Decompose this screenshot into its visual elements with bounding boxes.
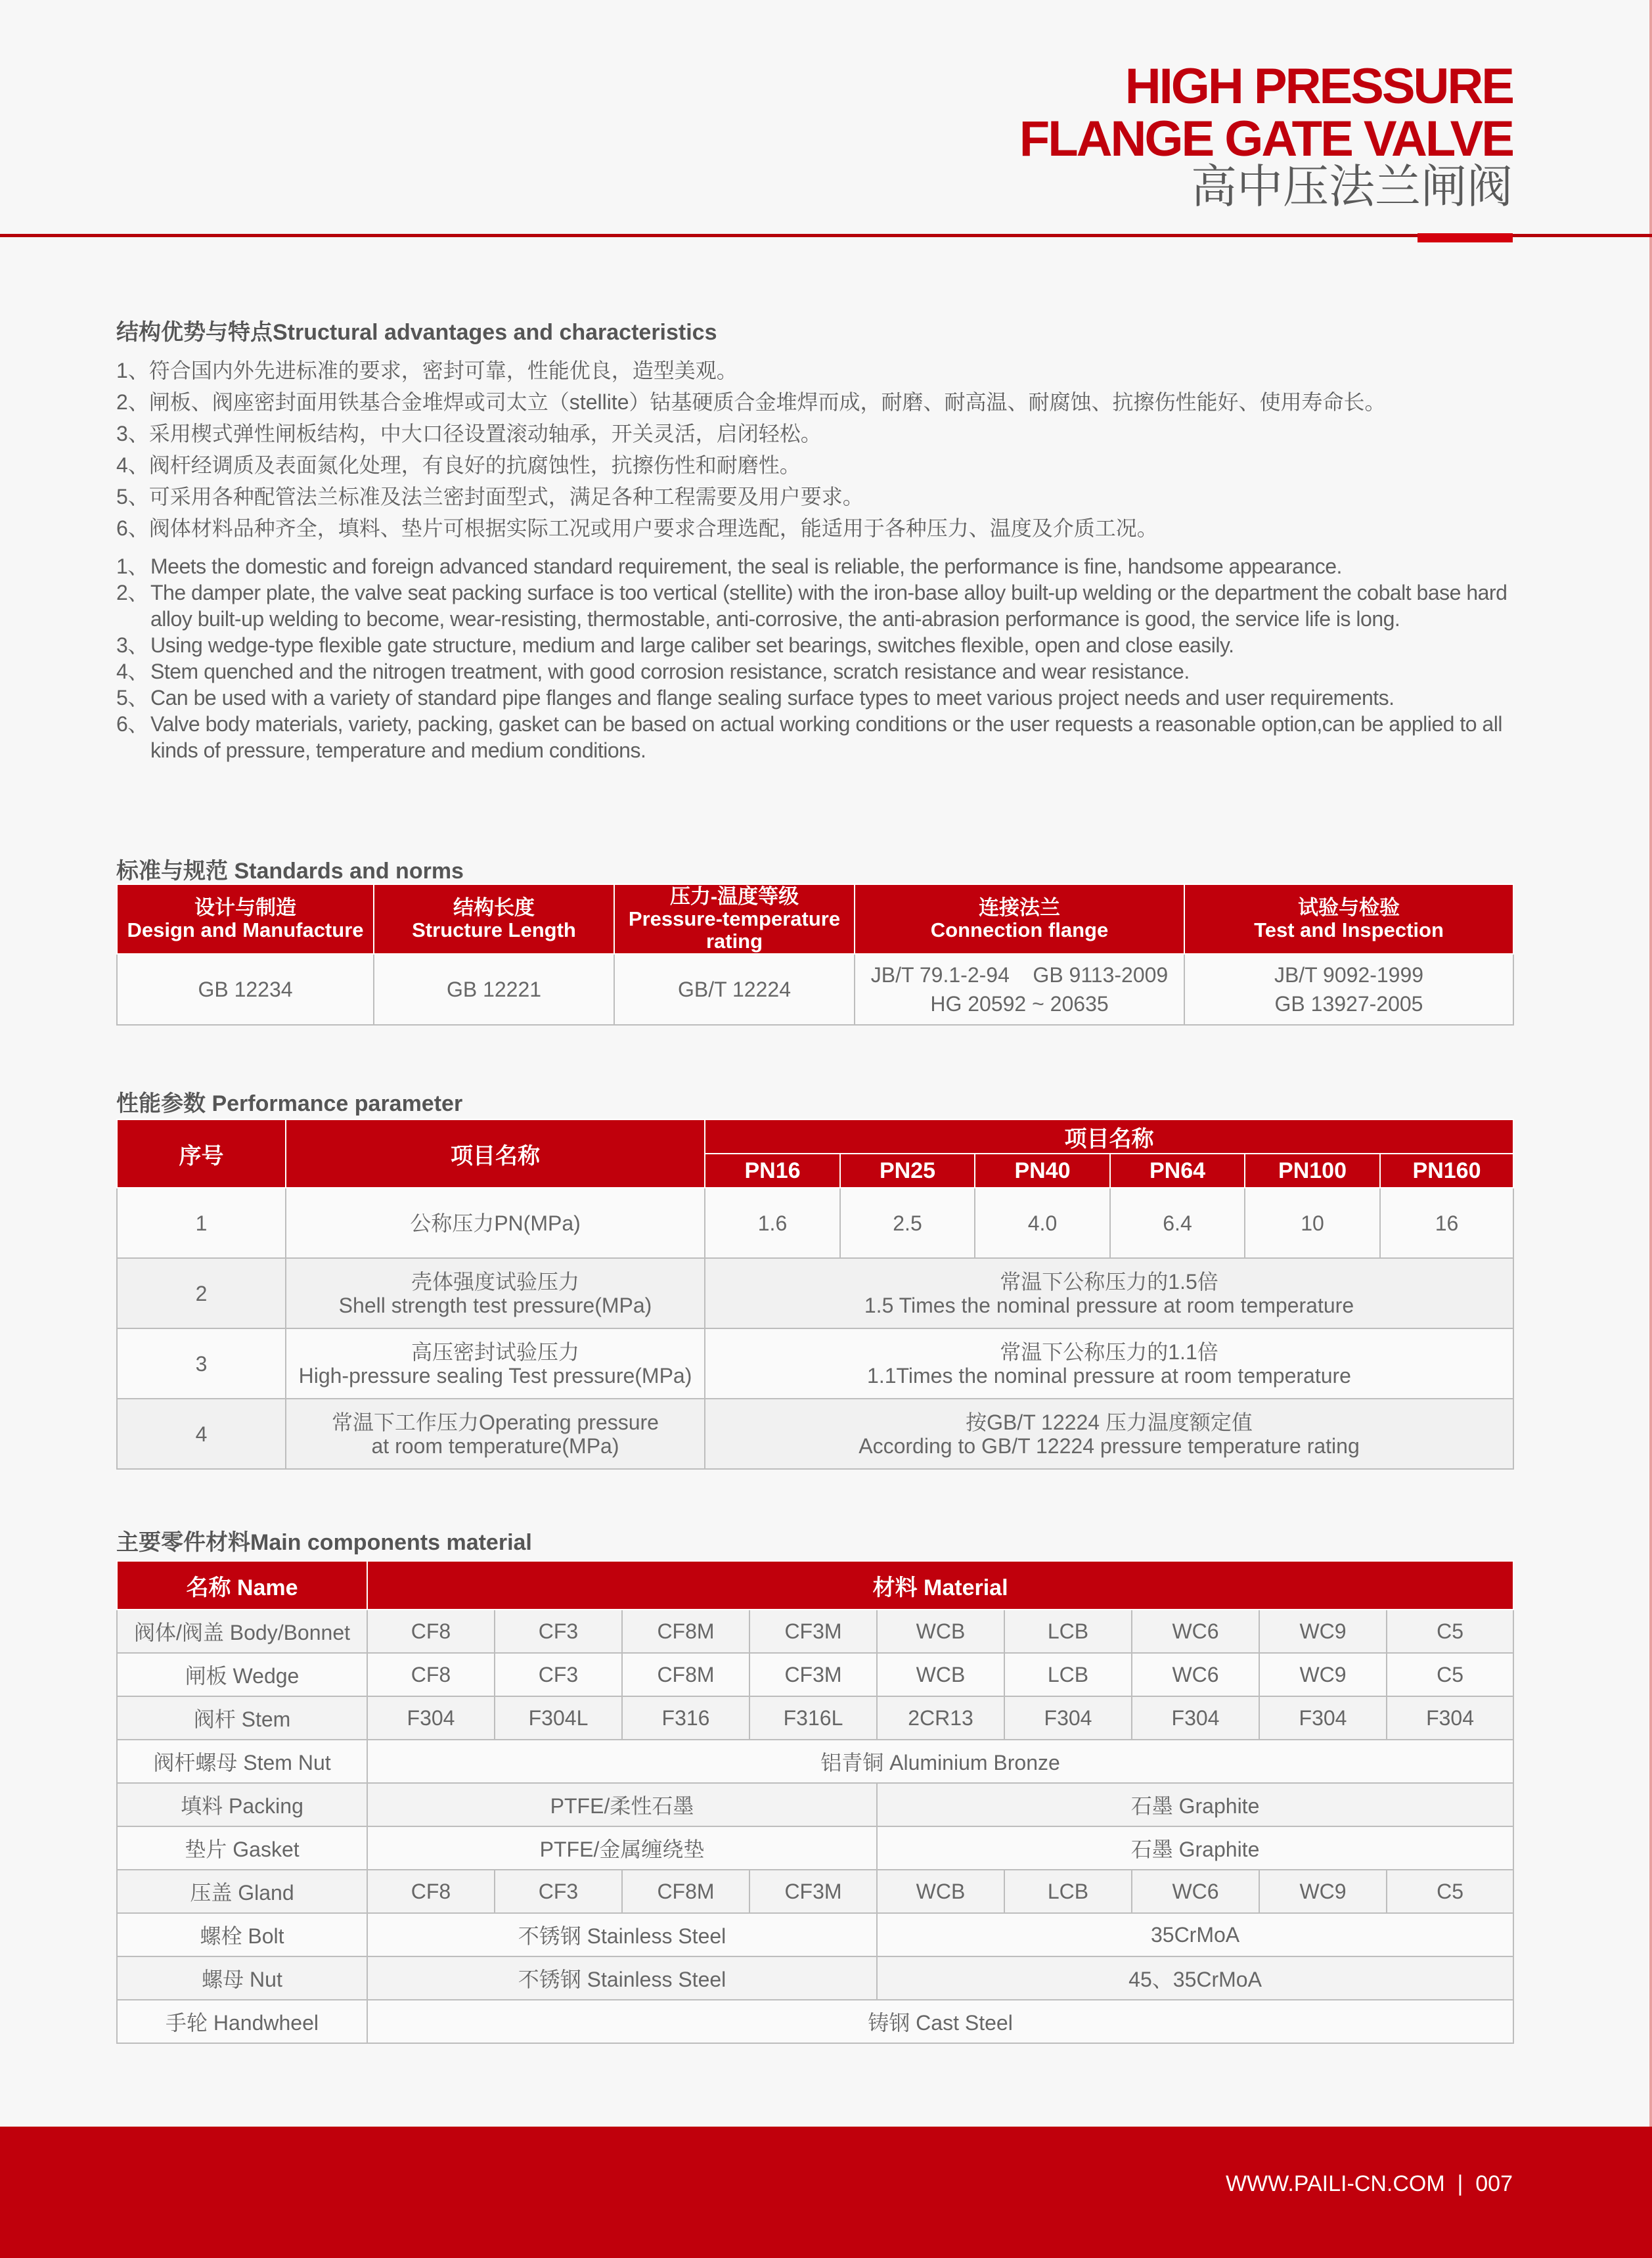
list-number: 4、	[116, 660, 148, 683]
table-cell: CF8	[367, 1610, 495, 1653]
standards-header: 连接法兰 Connection flange	[855, 884, 1184, 954]
table-cell: F316L	[749, 1696, 877, 1740]
section-title-performance: 性能参数 Performance parameter	[116, 1091, 463, 1116]
component-name: 手轮 Handwheel	[117, 2000, 367, 2043]
table-cell: WCB	[877, 1870, 1004, 1913]
table-cell: F304L	[495, 1696, 622, 1740]
performance-table	[116, 1119, 1514, 1470]
col-header-pn: PN40	[975, 1154, 1110, 1188]
table-cell: CF3M	[749, 1610, 877, 1653]
list-text: Stem quenched and the nitrogen treatment, with good corrosion resistance, scratch resistance and wear resistance.	[150, 660, 1190, 683]
merged-value: 铝青铜 Aluminium Bronze	[367, 1740, 1513, 1783]
row-number: 2	[117, 1258, 286, 1328]
list-item: 3、采用楔式弹性闸板结构，中大口径设置滚动轴承，开关灵活，启闭轻松。	[116, 422, 822, 445]
table-cell: CF3	[495, 1870, 622, 1913]
table-row	[117, 1696, 1513, 1740]
component-name: 垫片 Gasket	[117, 1826, 367, 1870]
merged-value: 35CrMoA	[877, 1913, 1513, 1956]
table-cell: F304	[1132, 1696, 1259, 1740]
table-cell: JB/T 79.1-2-94 GB 9113-2009 HG 20592 ~ 20635	[855, 954, 1184, 1025]
table-row	[117, 2000, 1513, 2043]
table-cell: 6.4	[1110, 1188, 1245, 1258]
structural-en-list	[116, 553, 1522, 763]
col-header-pn: PN25	[840, 1154, 975, 1188]
standards-header: 设计与制造 Design and Manufacture	[117, 884, 374, 954]
table-row	[117, 954, 1513, 1025]
col-header-material: 材料 Material	[367, 1561, 1513, 1610]
table-cell: CF8M	[622, 1870, 749, 1913]
merged-value: 石墨 Graphite	[877, 1783, 1513, 1826]
table-row	[117, 1870, 1513, 1913]
item-name: 壳体强度试验压力 Shell strength test pressure(MPa)	[286, 1258, 705, 1328]
table-row	[117, 1399, 1513, 1469]
table-cell: WC9	[1259, 1653, 1387, 1696]
table-cell: 2.5	[840, 1188, 975, 1258]
list-number: 2、	[116, 581, 148, 604]
table-row	[117, 1610, 1513, 1653]
list-text: The damper plate, the valve seat packing surface is too vertical (stellite) with the iron-base alloy built-up welding or the department the cobalt base hard alloy built-up welding to become, wear-resisting, thermostable, anti-corrosive, the anti-abrasion performance is good, the service life is long.	[150, 581, 1507, 631]
table-cell: F316	[622, 1696, 749, 1740]
page-title	[1019, 60, 1513, 166]
table-cell: CF3M	[749, 1653, 877, 1696]
section-title-materials: 主要零件材料Main components material	[116, 1530, 532, 1555]
component-name: 填料 Packing	[117, 1783, 367, 1826]
section-title-standards: 标准与规范 Standards and norms	[116, 859, 464, 884]
table-cell: WC6	[1132, 1653, 1259, 1696]
table-cell: C5	[1387, 1653, 1513, 1696]
table-cell: GB/T 12224	[614, 954, 855, 1025]
list-item: 5、可采用各种配管法兰标准及法兰密封面型式，满足各种工程需要及用户要求。	[116, 485, 864, 508]
section-title-structural: 结构优势与特点Structural advantages and characteristics	[116, 320, 717, 345]
component-name: 阀体/阀盖 Body/Bonnet	[117, 1610, 367, 1653]
table-cell: F304	[1004, 1696, 1132, 1740]
table-cell: WC6	[1132, 1610, 1259, 1653]
list-text: Using wedge-type flexible gate structure, medium and large caliber set bearings, switches flexible, open and close easily.	[150, 633, 1234, 657]
table-cell: LCB	[1004, 1653, 1132, 1696]
table-cell: WCB	[877, 1653, 1004, 1696]
merged-value: PTFE/金属缠绕垫	[367, 1826, 877, 1870]
page-title-cn: 高中压法兰闸阀	[1191, 161, 1513, 212]
table-cell: 16	[1380, 1188, 1513, 1258]
list-number: 1、	[116, 554, 148, 578]
list-item: 4、阀杆经调质及表面氮化处理，有良好的抗腐蚀性，抗擦伤性和耐磨性。	[116, 453, 801, 477]
col-header-pn: PN100	[1245, 1154, 1380, 1188]
title-line-1: HIGH PRESSURE	[1125, 58, 1513, 114]
list-item	[116, 632, 1522, 658]
table-cell: CF8M	[622, 1653, 749, 1696]
table-cell: 2CR13	[877, 1696, 1004, 1740]
table-cell: GB 12221	[374, 954, 614, 1025]
merged-value: 按GB/T 12224 压力温度额定值 According to GB/T 12224 pressure temperature rating	[705, 1399, 1513, 1469]
header-accent-bar	[1418, 233, 1513, 242]
item-name: 常温下工作压力Operating pressure at room temperature(MPa)	[286, 1399, 705, 1469]
list-item	[116, 579, 1522, 632]
table-row	[117, 1740, 1513, 1783]
list-item	[116, 658, 1522, 685]
col-header-item: 项目名称	[286, 1119, 705, 1188]
list-number: 5、	[116, 686, 148, 710]
merged-value: PTFE/柔性石墨	[367, 1783, 877, 1826]
list-number: 3、	[116, 633, 148, 657]
table-cell: LCB	[1004, 1870, 1132, 1913]
item-name: 公称压力PN(MPa)	[286, 1188, 705, 1258]
col-header-no: 序号	[117, 1119, 286, 1188]
table-row	[117, 1258, 1513, 1328]
table-cell: WC9	[1259, 1870, 1387, 1913]
table-cell: WCB	[877, 1610, 1004, 1653]
merged-value: 铸钢 Cast Steel	[367, 2000, 1513, 2043]
component-name: 阀杆螺母 Stem Nut	[117, 1740, 367, 1783]
merged-value: 不锈钢 Stainless Steel	[367, 1913, 877, 1956]
component-name: 闸板 Wedge	[117, 1653, 367, 1696]
list-number: 6、	[116, 712, 148, 736]
table-cell: CF3	[495, 1610, 622, 1653]
list-item	[116, 553, 1522, 579]
list-text: Valve body materials, variety, packing, gasket can be based on actual working conditions or the user requests a reasonable option,can be applied to all kinds of pressure, temperature and medium conditions.	[150, 712, 1502, 762]
list-text: Meets the domestic and foreign advanced standard requirement, the seal is reliable, the performance is fine, handsome appearance.	[150, 554, 1342, 578]
table-row	[117, 1913, 1513, 1956]
item-name: 高压密封试验压力 High-pressure sealing Test pressure(MPa)	[286, 1328, 705, 1399]
merged-value: 石墨 Graphite	[877, 1826, 1513, 1870]
table-cell: JB/T 9092-1999 GB 13927-2005	[1184, 954, 1513, 1025]
row-number: 1	[117, 1188, 286, 1258]
merged-value: 常温下公称压力的1.1倍 1.1Times the nominal pressure at room temperature	[705, 1328, 1513, 1399]
structural-cn-list	[116, 355, 1386, 544]
table-cell: F304	[367, 1696, 495, 1740]
list-item: 6、阀体材料品种齐全，填料、垫片可根据实际工况或用户要求合理选配，能适用于各种压力、温度及介质工况。	[116, 516, 1158, 540]
table-cell: F304	[1387, 1696, 1513, 1740]
page-edge-rule	[1649, 0, 1652, 2258]
standards-header: 压力-温度等级 Pressure-temperature rating	[614, 884, 855, 954]
standards-table	[116, 884, 1514, 1026]
table-cell: 4.0	[975, 1188, 1110, 1258]
component-name: 螺母 Nut	[117, 1956, 367, 2000]
col-header-pn: PN16	[705, 1154, 840, 1188]
table-cell: C5	[1387, 1610, 1513, 1653]
standards-header: 试验与检验 Test and Inspection	[1184, 884, 1513, 954]
title-line-2: FLANGE GATE VALVE	[1019, 111, 1513, 167]
table-cell: LCB	[1004, 1610, 1132, 1653]
table-cell: CF3M	[749, 1870, 877, 1913]
table-cell: WC9	[1259, 1610, 1387, 1653]
table-row	[117, 1783, 1513, 1826]
table-cell: CF3	[495, 1653, 622, 1696]
list-text: Can be used with a variety of standard pipe flanges and flange sealing surface types to meet various project needs and user requirements.	[150, 686, 1395, 710]
footer-url-page: WWW.PAILI-CN.COM | 007	[1225, 2171, 1513, 2196]
merged-value: 45、35CrMoA	[877, 1956, 1513, 2000]
list-item: 2、闸板、阀座密封面用铁基合金堆焊或司太立（stellite）钴基硬质合金堆焊而成，耐磨、耐高温、耐腐蚀、抗擦伤性能好、使用寿命长。	[116, 390, 1386, 414]
materials-table	[116, 1560, 1514, 2044]
component-name: 压盖 Gland	[117, 1870, 367, 1913]
table-cell: WC6	[1132, 1870, 1259, 1913]
table-row	[117, 1956, 1513, 2000]
table-row	[117, 1328, 1513, 1399]
list-item	[116, 711, 1522, 763]
standards-header: 结构长度 Structure Length	[374, 884, 614, 954]
list-item	[116, 685, 1522, 711]
table-cell: 10	[1245, 1188, 1380, 1258]
col-header-group: 项目名称	[705, 1119, 1513, 1154]
col-header-pn: PN160	[1380, 1154, 1513, 1188]
table-cell: CF8	[367, 1653, 495, 1696]
table-row	[117, 1188, 1513, 1258]
col-header-name: 名称 Name	[117, 1561, 367, 1610]
list-item: 1、符合国内外先进标准的要求，密封可靠，性能优良，造型美观。	[116, 359, 738, 382]
table-row	[117, 1653, 1513, 1696]
table-cell: CF8M	[622, 1610, 749, 1653]
footer-bar	[0, 2127, 1652, 2258]
table-cell: F304	[1259, 1696, 1387, 1740]
table-cell: C5	[1387, 1870, 1513, 1913]
header-divider	[0, 234, 1652, 237]
component-name: 阀杆 Stem	[117, 1696, 367, 1740]
merged-value: 常温下公称压力的1.5倍 1.5 Times the nominal pressure at room temperature	[705, 1258, 1513, 1328]
table-cell: GB 12234	[117, 954, 374, 1025]
table-cell: 1.6	[705, 1188, 840, 1258]
merged-value: 不锈钢 Stainless Steel	[367, 1956, 877, 2000]
table-row	[117, 1826, 1513, 1870]
row-number: 4	[117, 1399, 286, 1469]
col-header-pn: PN64	[1110, 1154, 1245, 1188]
component-name: 螺栓 Bolt	[117, 1913, 367, 1956]
row-number: 3	[117, 1328, 286, 1399]
table-cell: CF8	[367, 1870, 495, 1913]
